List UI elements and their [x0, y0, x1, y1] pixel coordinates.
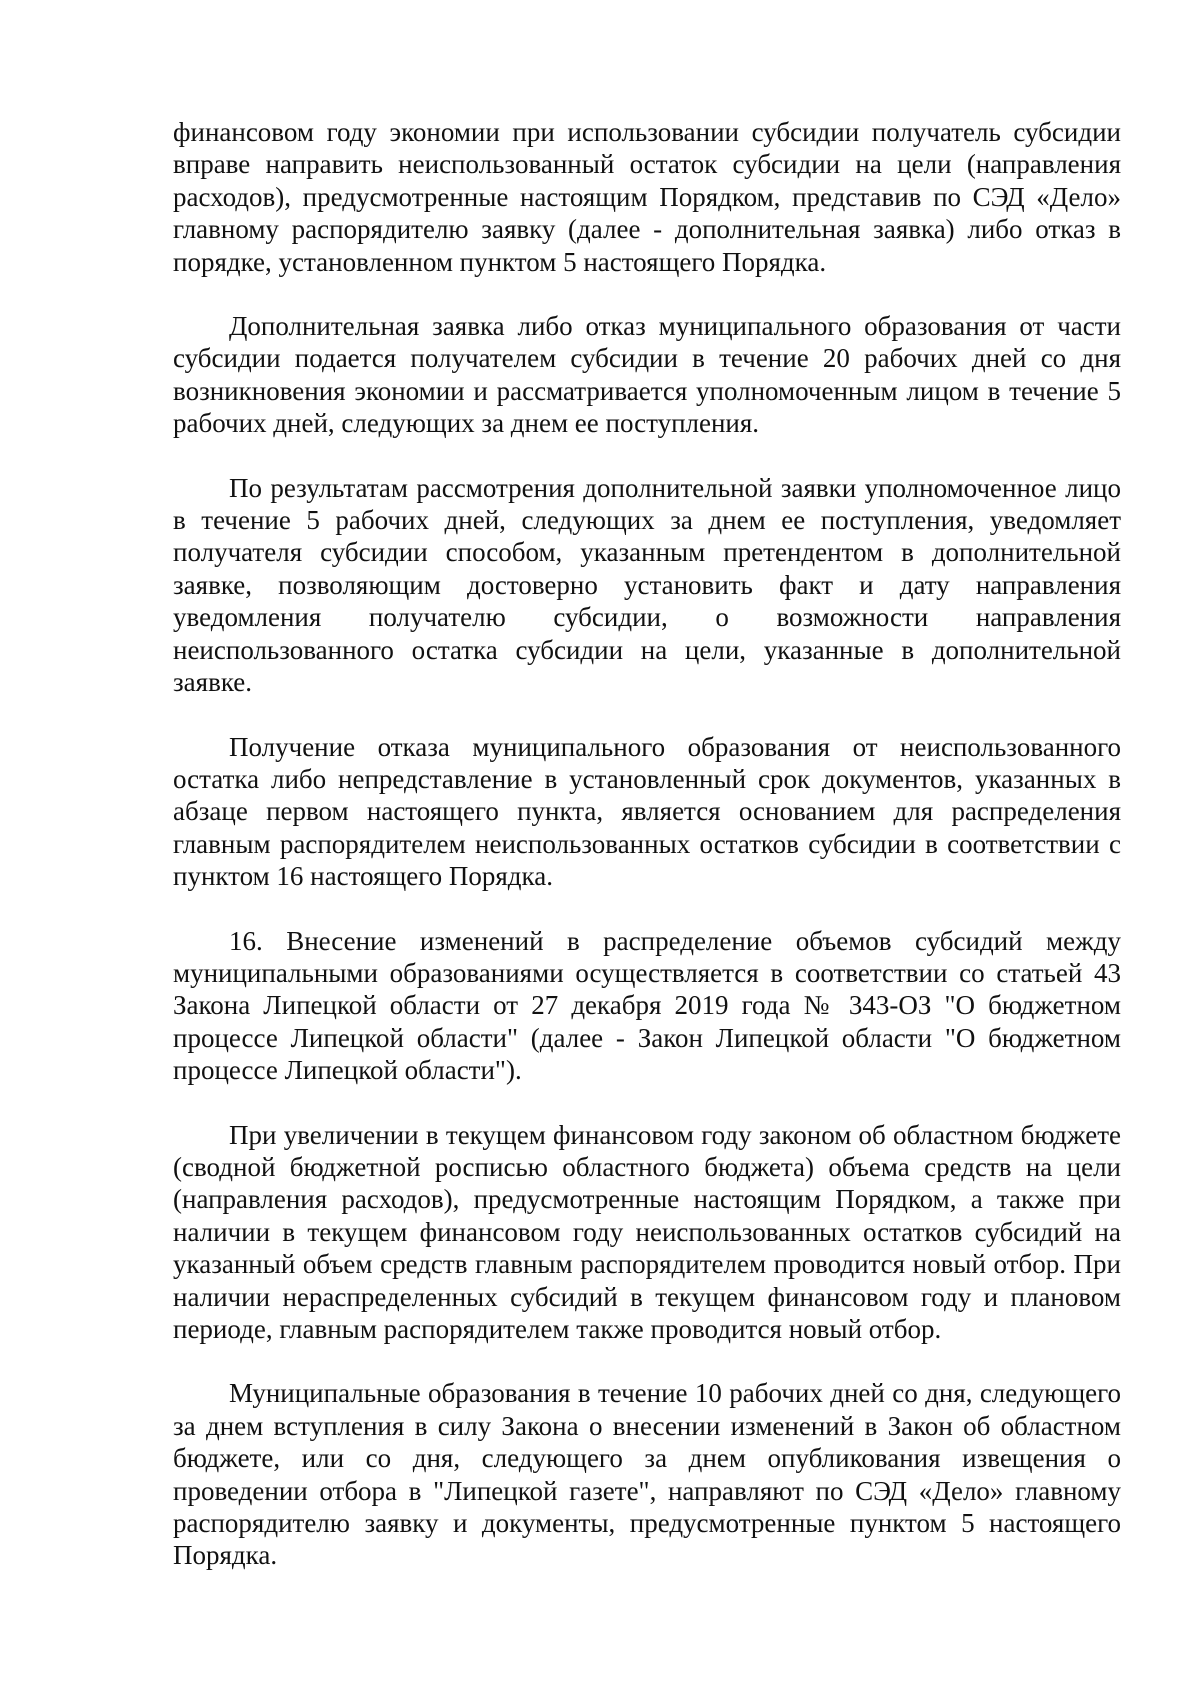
paragraph-clause-16: 16. Внесение изменений в распределение объемов субсидий между муниципальными образованиями осуществляется в соответствии со статьей 43 Закона Липецкой области от 27 декабря 2019 года № 343-ОЗ "О бюджетном процессе Липецкой области" (далее - Закон Липецкой области "О бюджетном процессе Липецкой области"). [173, 925, 1121, 1086]
paragraph-review-results: По результатам рассмотрения дополнительной заявки уполномоченное лицо в течение 5 рабочих дней, следующих за днем ее поступления, уведомляет получателя субсидии способом, указанным претендентом в дополнительной заявке, позволяющим достоверно установить факт и дату направления уведомления получателю субсидии, о возможности направления неиспользованного остатка субсидии на цели, указанные в дополнительной заявке. [173, 472, 1121, 698]
paragraph-municipal-submission: Муниципальные образования в течение 10 рабочих дней со дня, следующего за днем вступления в силу Закона о внесении изменений в Закон об областном бюджете, или со дня, следующего за днем опубликования извещения о проведении отбора в "Липецкой газете", направляют по СЭД «Дело» главному распорядителю заявку и документы, предусмотренные пунктом 5 настоящего Порядка. [173, 1378, 1121, 1571]
paragraph-budget-increase: При увеличении в текущем финансовом году законом об областном бюджете (сводной бюджетной росписью областного бюджета) объема средств на цели (направления расходов), предусмотренные настоящим Порядком, а также при наличии в текущем финансовом году неиспользованных остатков субсидий на указанный объем средств главным распорядителем проводится новый отбор. При наличии нераспределенных субсидий в текущем финансовом году и плановом периоде, главным распорядителем также проводится новый отбор. [173, 1119, 1121, 1344]
paragraph-refusal-grounds: Получение отказа муниципального образования от неиспользованного остатка либо непредставление в установленный срок документов, указанных в абзаце первом настоящего пункта, является основанием для распределения главным распорядителем неиспользованных остатков субсидии в соответствии с пунктом 16 настоящего Порядка. [173, 731, 1121, 892]
document-body [173, 116, 1121, 1604]
paragraph-continuation: финансовом году экономии при использовании субсидии получатель субсидии вправе направить неиспользованный остаток субсидии на цели (направления расходов), предусмотренные настоящим Порядком, представив по СЭД «Дело» главному распорядителю заявку (далее - дополнительная заявка) либо отказ в порядке, установленном пунктом 5 настоящего Порядка. [173, 117, 1121, 277]
paragraph-additional-request: Дополнительная заявка либо отказ муниципального образования от части субсидии подается получателем субсидии в течение 20 рабочих дней со дня возникновения экономии и рассматривается уполномоченным лицом в течение 5 рабочих дней, следующих за днем ее поступления. [173, 311, 1121, 439]
